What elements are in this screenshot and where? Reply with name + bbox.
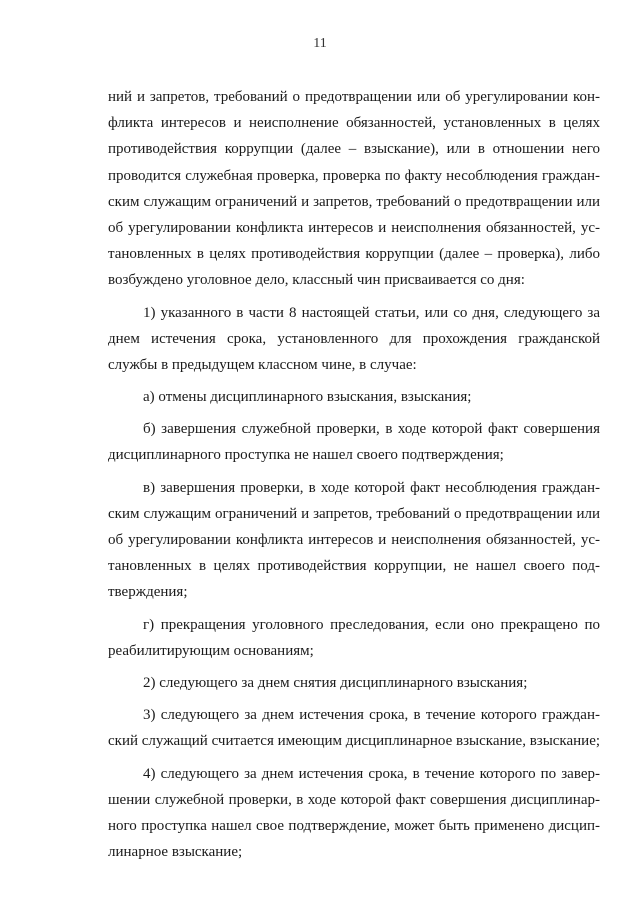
text-line: ский служащий считается имеющим дисциплинарное взыскание, взыскание; xyxy=(108,733,601,750)
text-line: в) завершения проверки, в ходе которой факт несоблюдения граждан- xyxy=(143,479,600,496)
text-line: б) завершения служебной проверки, в ходе которой факт совершения xyxy=(143,421,600,438)
text-line: об урегулировании конфликта интересов и неисполнения обязанностей, ус- xyxy=(108,219,600,236)
text-line: линарное взыскание; xyxy=(108,844,243,861)
text-line: шении служебной проверки, в ходе которой факт совершения дисциплинар- xyxy=(108,791,600,808)
text-line: ний и запретов, требований о предотвращении или об урегулировании кон- xyxy=(108,89,600,105)
text-line: г) прекращения уголовного преследования, если оно прекращено по xyxy=(143,616,600,633)
text-line: проводится служебная проверка, проверка по факту несоблюдения граждан- xyxy=(108,167,600,184)
text-line: тверждения; xyxy=(108,584,188,601)
text-line: ским служащим ограничений и запретов, требований о предотвращении или xyxy=(108,193,600,210)
text-line: службы в предыдущем классном чине, в случае: xyxy=(108,356,417,373)
text-line: 3) следующего за днем истечения срока, в течение которого граждан- xyxy=(143,707,600,724)
text-line: 2) следующего за днем снятия дисциплинарного взыскания; xyxy=(143,674,528,691)
text-line: ским служащим ограничений и запретов, требований о предотвращении или xyxy=(108,505,600,522)
text-line: реабилитирующим основаниям; xyxy=(108,642,314,659)
text-line: тановленных в целях противодействия коррупции, не нашел своего под- xyxy=(108,558,600,575)
text-line: тановленных в целях противодействия коррупции (далее – проверка), либо xyxy=(108,246,600,263)
text-line: возбуждено уголовное дело, классный чин присваивается со дня: xyxy=(108,272,525,289)
text-line: противодействия коррупции (далее – взыскание), или в отношении него xyxy=(108,141,600,158)
text-line: фликта интересов и неисполнение обязанностей, установленных в целях xyxy=(108,115,600,132)
text-line: ного проступка нашел свое подтверждение, может быть применено дисцип- xyxy=(108,817,600,834)
text-line: а) отмены дисциплинарного взыскания, взыскания; xyxy=(143,389,472,406)
text-line: днем истечения срока, установленного для прохождения гражданской xyxy=(108,330,600,347)
text-line: дисциплинарного проступка не нашел своего подтверждения; xyxy=(108,447,504,464)
text-line: 4) следующего за днем истечения срока, в течение которого по завер- xyxy=(143,765,600,782)
text-line: 1) указанного в части 8 настоящей статьи, или со дня, следующего за xyxy=(143,304,600,321)
text-line: об урегулировании конфликта интересов и неисполнения обязанностей, ус- xyxy=(108,532,600,548)
page-number: 11 xyxy=(313,36,327,51)
document-body xyxy=(108,84,600,865)
